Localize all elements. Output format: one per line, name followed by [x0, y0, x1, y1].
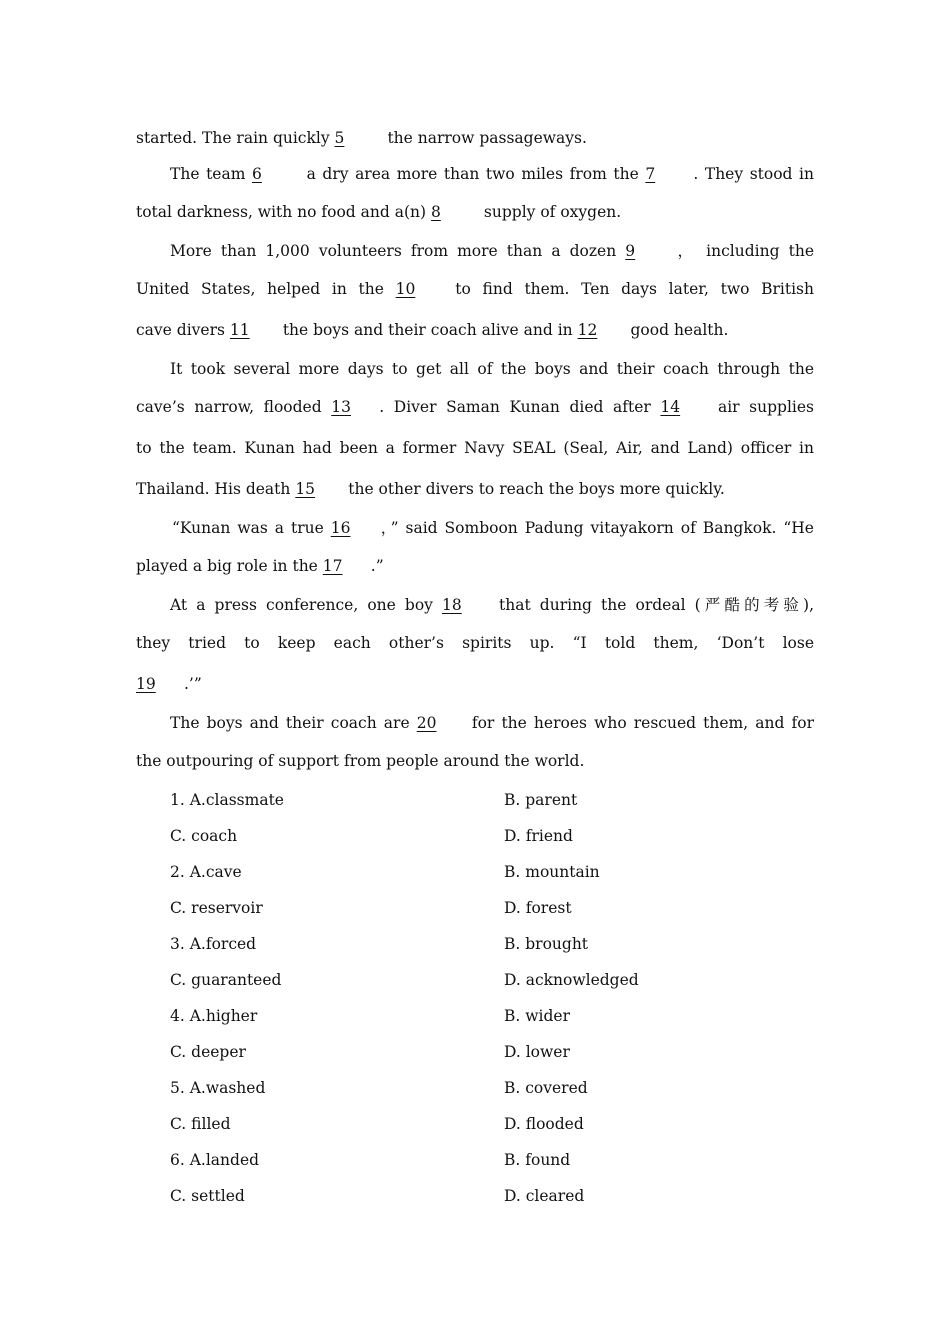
option: 4. A.higher: [170, 1007, 258, 1025]
text: good health.: [625, 321, 729, 339]
text: for the heroes who rescued them, and for: [464, 714, 814, 732]
text: “Kunan was a true: [172, 519, 331, 537]
option-row: [136, 1034, 814, 1070]
option: 2. A.cave: [170, 863, 242, 881]
passage-line: [136, 428, 814, 469]
option: 3. A.forced: [170, 935, 257, 953]
text: The boys and their coach are: [170, 714, 417, 732]
blank-7: 7: [645, 165, 656, 183]
option: D. forest: [504, 899, 572, 917]
option: D. flooded: [504, 1115, 584, 1133]
text: that during the ordeal (严酷的考验),: [489, 596, 814, 614]
text: More than 1,000 volunteers from more than a dozen: [170, 242, 626, 260]
blank-11: 11: [229, 321, 250, 339]
option: 1. A.classmate: [170, 791, 284, 809]
passage-line: [136, 705, 814, 741]
text: a dry area more than two miles from the: [300, 165, 646, 183]
passage-line: [136, 351, 814, 387]
option: D. cleared: [504, 1187, 585, 1205]
text: started. The rain quickly: [136, 129, 335, 147]
option: B. brought: [504, 935, 589, 953]
option-row: [136, 1142, 814, 1178]
option: D. friend: [504, 827, 573, 845]
text: . Diver Saman Kunan died after: [379, 398, 661, 416]
passage-line: [136, 269, 814, 310]
option: B. found: [504, 1151, 571, 1169]
text: ，” said Somboon Padung vitayakorn of Bangkok. “He: [378, 519, 814, 537]
option: B. mountain: [504, 863, 600, 881]
passage-line: [136, 546, 814, 587]
option-row: [136, 998, 814, 1034]
answer-options: [136, 782, 814, 1214]
passage-line: [136, 741, 814, 782]
option-row: [136, 782, 814, 818]
option: C. filled: [170, 1115, 231, 1133]
option: D. acknowledged: [504, 971, 639, 989]
blank-9: 9: [625, 242, 636, 260]
text: to the team. Kunan had been a former Navy SEAL (Seal, Air, and Land) officer in: [136, 439, 814, 457]
option: C. settled: [170, 1187, 245, 1205]
text: .’”: [184, 675, 202, 693]
option: C. deeper: [170, 1043, 246, 1061]
option-row: [136, 854, 814, 890]
text: cave’s narrow, flooded: [136, 398, 332, 416]
text: to find them. Ten days later, two British: [443, 280, 814, 298]
blank-20: 20: [416, 714, 437, 732]
passage-line: [136, 664, 814, 705]
option-row: [136, 926, 814, 962]
option: C. guaranteed: [170, 971, 282, 989]
text: At a press conference, one boy: [170, 596, 442, 614]
option-row: [136, 1070, 814, 1106]
text: It took several more days to get all of the boys and their coach through the: [170, 360, 814, 378]
passage-line: [136, 310, 814, 351]
option: B. wider: [504, 1007, 570, 1025]
text: .”: [370, 557, 384, 575]
text: supply of oxygen.: [478, 203, 622, 221]
text: ， including the: [673, 242, 814, 260]
blank-8: 8: [430, 203, 441, 221]
text: . They stood in: [693, 165, 814, 183]
option: 6. A.landed: [170, 1151, 260, 1169]
option: D. lower: [504, 1043, 570, 1061]
passage-line: [136, 587, 814, 623]
blank-13: 13: [331, 398, 351, 416]
option-row: [136, 890, 814, 926]
passage-line: [136, 510, 814, 546]
option: 5. A.washed: [170, 1079, 266, 1097]
text: the narrow passageways.: [382, 129, 587, 147]
blank-15: 15: [295, 480, 316, 498]
text: played a big role in the: [136, 557, 323, 575]
text: the outpouring of support from people around the world.: [136, 752, 585, 770]
passage-line: [136, 233, 814, 269]
passage-line: [136, 623, 814, 664]
option-row: [136, 1106, 814, 1142]
option-row: [136, 818, 814, 854]
blank-12: 12: [577, 321, 598, 339]
passage-line: [136, 387, 814, 428]
blank-10: 10: [395, 280, 416, 298]
blank-17: 17: [322, 557, 343, 575]
option-row: [136, 962, 814, 998]
option: C. coach: [170, 827, 238, 845]
option: C. reservoir: [170, 899, 263, 917]
text: total darkness, with no food and a(n): [136, 203, 431, 221]
passage-line: [136, 192, 814, 233]
text: cave divers: [136, 321, 230, 339]
blank-18: 18: [441, 596, 462, 614]
blank-5: 5: [334, 129, 345, 147]
text: the boys and their coach alive and in: [277, 321, 578, 339]
option-row: [136, 1178, 814, 1214]
blank-19: 19: [136, 675, 156, 693]
text: United States, helped in the: [136, 280, 396, 298]
blank-6: 6: [252, 165, 262, 183]
text: air supplies: [708, 398, 814, 416]
option: B. parent: [504, 791, 578, 809]
text: the other divers to reach the boys more quickly.: [343, 480, 725, 498]
text: The team: [170, 165, 252, 183]
blank-16: 16: [330, 519, 351, 537]
blank-14: 14: [660, 398, 681, 416]
passage-line: [136, 120, 814, 156]
text: Thailand. His death: [136, 480, 296, 498]
passage-line: [136, 469, 814, 510]
text: they tried to keep each other’s spirits up. “I told them, ‘Don’t lose: [136, 634, 814, 652]
passage-line: [136, 156, 814, 192]
document-page: [136, 120, 814, 1214]
option: B. covered: [504, 1079, 588, 1097]
